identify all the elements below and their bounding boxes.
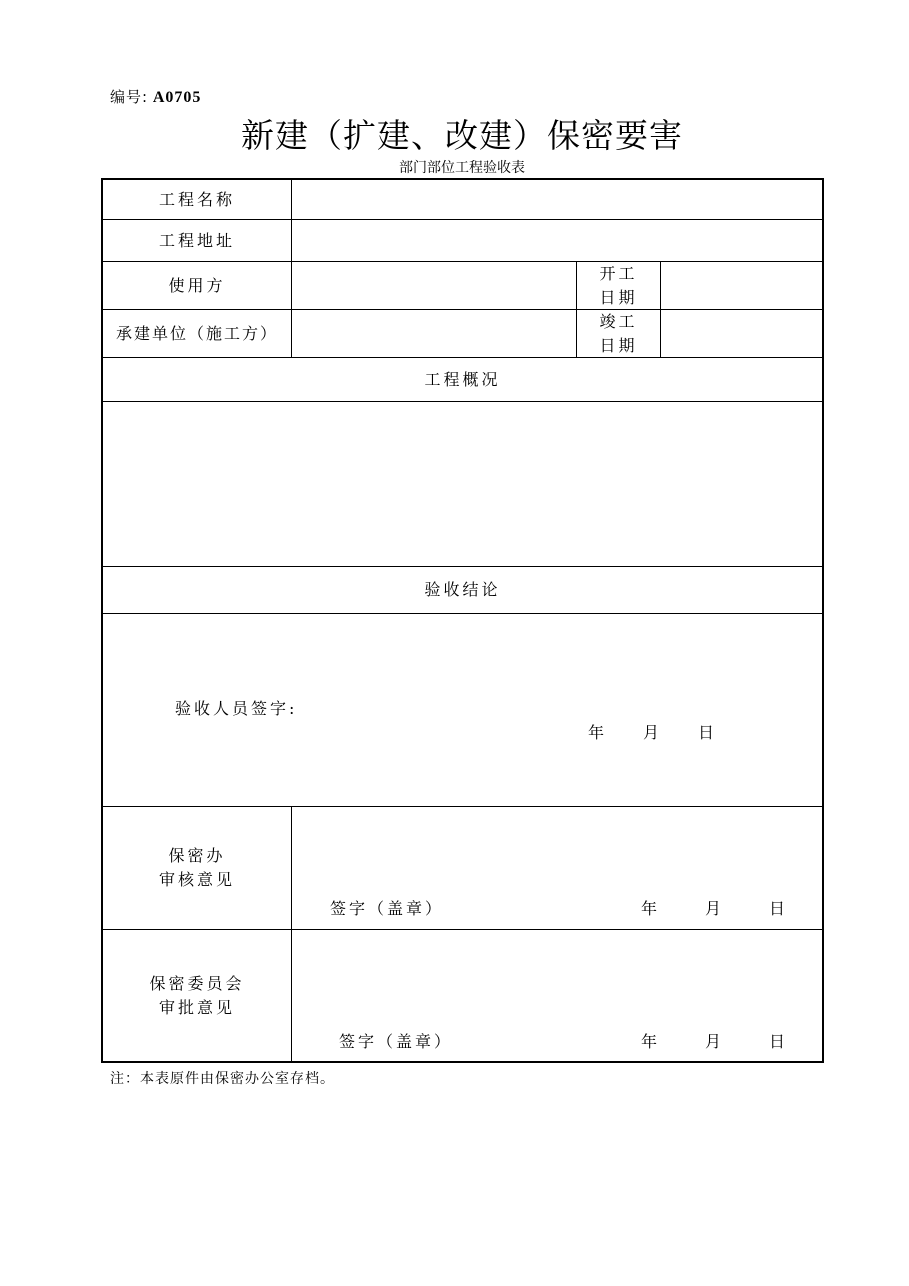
start-date-label-line2: 日期: [599, 287, 638, 307]
secrecy-office-opinion-field[interactable]: [292, 807, 822, 929]
start-date-label-line1: 开工: [599, 263, 638, 283]
acceptance-form-table: [101, 178, 824, 1063]
contractor-label: 承建单位（施工方）: [115, 323, 278, 343]
secrecy-office-label: [103, 807, 291, 929]
conclusion-date-month: 月: [643, 723, 660, 742]
secrecy-committee-date: [641, 1029, 785, 1052]
page-subtitle: 部门部位工程验收表: [399, 160, 525, 176]
conclusion-date-day: 日: [698, 723, 715, 742]
secrecy-office-label-line1: 保密办: [168, 846, 226, 865]
secrecy-office-date-year: 年: [641, 899, 658, 918]
completion-date-label: [577, 310, 660, 357]
secrecy-committee-date-month: 月: [705, 1032, 722, 1051]
document-number: [110, 86, 201, 107]
user-party-field[interactable]: [292, 262, 576, 309]
document-number-value: A0705: [152, 89, 202, 106]
conclusion-date: [588, 720, 714, 743]
secrecy-office-date-month: 月: [705, 899, 722, 918]
secrecy-office-date: [641, 896, 785, 919]
contractor-field[interactable]: [292, 310, 576, 357]
start-date-field[interactable]: [661, 262, 822, 309]
project-name-label: 工程名称: [158, 189, 235, 209]
footnote: 注：本表原件由保密办公室存档。: [110, 1071, 335, 1087]
secrecy-office-date-day: 日: [769, 899, 786, 918]
page-title: 新建（扩建、改建）保密要害: [241, 116, 683, 155]
secrecy-committee-sign-seal-label: 签字（盖章）: [339, 1032, 454, 1051]
overview-heading: 工程概况: [424, 369, 501, 389]
completion-date-label-line1: 竣工: [599, 311, 638, 331]
start-date-label: [577, 262, 660, 309]
secrecy-office-sign-seal-label: 签字（盖章）: [330, 899, 445, 918]
completion-date-label-line2: 日期: [599, 335, 638, 355]
conclusion-date-year: 年: [588, 723, 605, 742]
project-address-label: 工程地址: [158, 230, 235, 250]
secrecy-committee-label-line1: 保密委员会: [149, 973, 245, 993]
secrecy-committee-label-line2: 审批意见: [158, 997, 235, 1017]
overview-field[interactable]: [103, 402, 822, 566]
secrecy-office-label-line2: 审核意见: [158, 870, 235, 889]
conclusion-heading: 验收结论: [424, 580, 501, 599]
secrecy-committee-date-year: 年: [641, 1032, 658, 1051]
conclusion-field[interactable]: [103, 614, 822, 806]
project-name-field[interactable]: [292, 180, 822, 219]
document-number-label: 编号:: [110, 88, 149, 106]
secrecy-committee-date-day: 日: [769, 1032, 786, 1051]
user-party-label: 使用方: [168, 275, 226, 295]
inspector-signature-label: 验收人员签字:: [175, 699, 298, 718]
project-address-field[interactable]: [292, 220, 822, 261]
secrecy-committee-label: [103, 930, 291, 1061]
completion-date-field[interactable]: [661, 310, 822, 357]
secrecy-committee-opinion-field[interactable]: [292, 930, 822, 1061]
